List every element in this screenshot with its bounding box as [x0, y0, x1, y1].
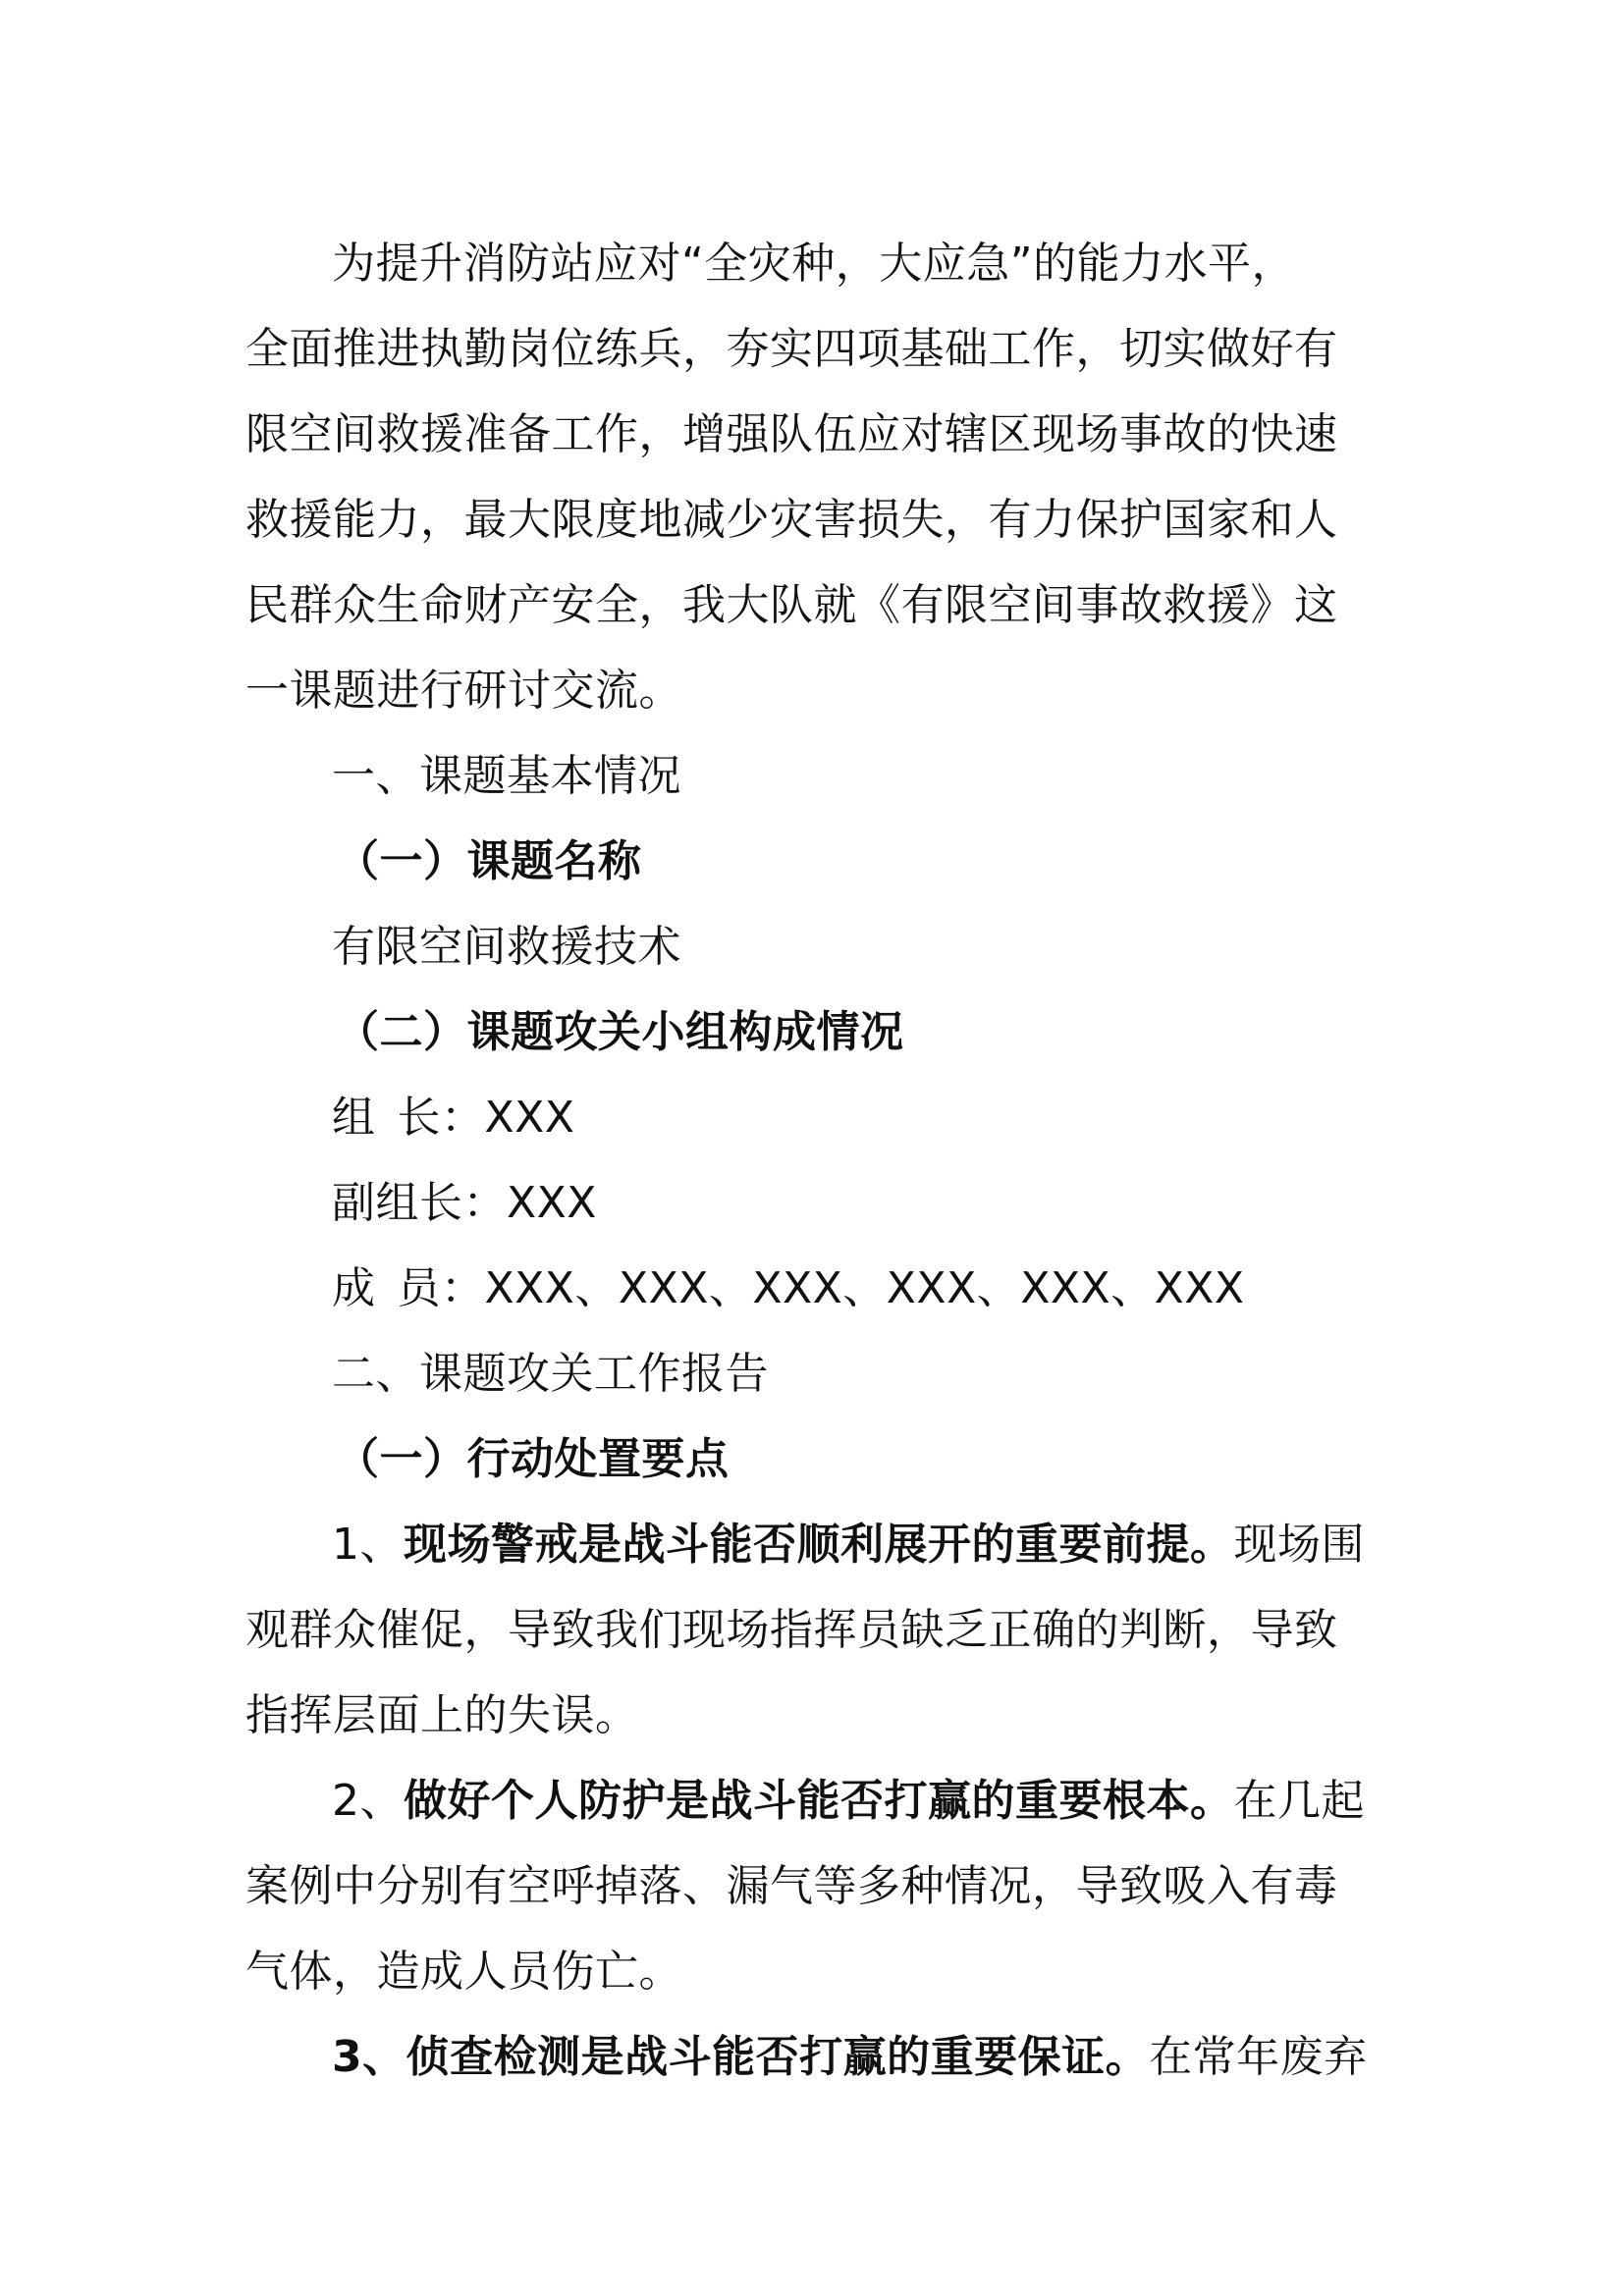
- team-leader-row: [245, 1075, 1389, 1160]
- point1-bold-text: 现场警戒是战斗能否顺利展开的重要前提。: [404, 1520, 1234, 1570]
- point3-rest: 在常年废弃: [1149, 2032, 1368, 2082]
- team-leader-label-b: 长：: [397, 1093, 485, 1143]
- members-value: XXX、XXX、XXX、XXX、XXX、XXX: [484, 1263, 1245, 1313]
- deputy-leader-row: [245, 1160, 1389, 1246]
- intro-line-4: 救援能力，最大限度地减少灾害损失，有力保护国家和人: [245, 495, 1338, 545]
- intro-line-3: 限空间救援准备工作，增强队伍应对辖区现场事故的快速: [245, 409, 1338, 459]
- intro-line-5: 民群众生命财产安全，我大队就《有限空间事故救援》这: [245, 580, 1338, 630]
- section1-sub1-heading: （一）课题名称: [336, 836, 642, 886]
- point1-line-3: 指挥层面上的失误。: [245, 1690, 639, 1740]
- point3-number: 3、: [332, 2032, 406, 2082]
- point1-line-1: [245, 1502, 1389, 1587]
- deputy-leader-value: XXX: [507, 1178, 597, 1228]
- section2-heading: 二、课题攻关工作报告: [332, 1349, 769, 1399]
- members-label-a: 成: [332, 1263, 376, 1313]
- members-row: [245, 1246, 1389, 1331]
- deputy-leader-label: 副组长：: [332, 1178, 507, 1228]
- point2-line-2: 案例中分别有空呼掉落、漏气等多种情况，导致吸入有毒: [245, 1861, 1338, 1911]
- point2-rest: 在几起: [1233, 1776, 1365, 1826]
- intro-line-2: 全面推进执勤岗位练兵，夯实四项基础工作，切实做好有: [245, 324, 1338, 374]
- document-page: [245, 221, 1389, 2100]
- point2-line-1: [245, 1758, 1389, 1843]
- topic-name-text: 有限空间救援技术: [332, 922, 681, 972]
- team-leader-label-a: 组: [332, 1093, 376, 1143]
- point1-number: 1、: [332, 1520, 404, 1570]
- point3-line-1: [245, 2014, 1389, 2100]
- section1-sub2-heading: （二）课题攻关小组构成情况: [336, 1007, 904, 1057]
- intro-line-1: 为提升消防站应对“全灾种，大应急”的能力水平，: [332, 239, 1296, 289]
- point1-rest: 现场围: [1233, 1520, 1365, 1570]
- team-leader-value: XXX: [484, 1093, 575, 1143]
- point1-line-2: 观群众催促，导致我们现场指挥员缺乏正确的判断，导致: [245, 1605, 1338, 1655]
- section1-heading: 一、课题基本情况: [332, 751, 681, 801]
- point2-number: 2、: [332, 1776, 404, 1826]
- intro-line-6: 一课题进行研讨交流。: [245, 666, 682, 716]
- section2-sub1-heading: （一）行动处置要点: [336, 1434, 730, 1484]
- point2-line-3: 气体，造成人员伤亡。: [245, 1947, 682, 1997]
- members-label-b: 员：: [397, 1263, 485, 1313]
- point2-bold-text: 做好个人防护是战斗能否打赢的重要根本。: [404, 1776, 1234, 1826]
- point3-bold-text: 侦查检测是战斗能否打赢的重要保证。: [406, 2032, 1150, 2082]
